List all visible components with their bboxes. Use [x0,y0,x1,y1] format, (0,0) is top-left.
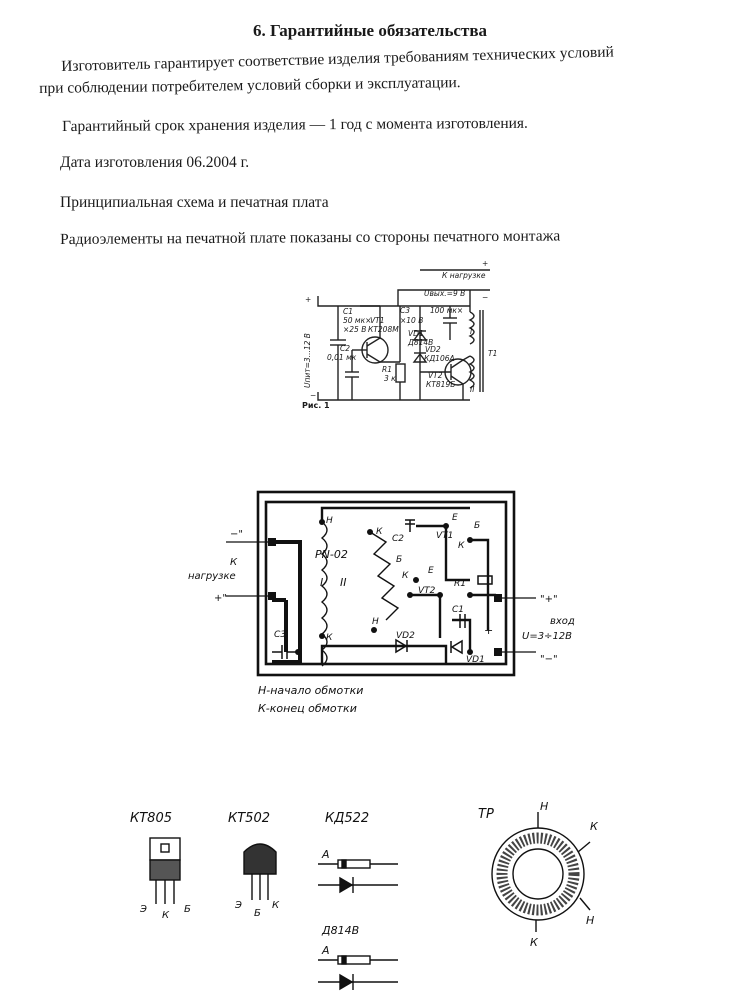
tr-n-top: Н [540,800,549,813]
c1-voltage: ×25 В [343,325,367,334]
board-vt2-label: VT2 [418,586,436,596]
c1-label: C1 [343,307,354,316]
r1-value: 3 к [384,374,396,383]
board-plus-right: "+" [540,594,558,605]
legend-start: Н-начало обмотки [258,684,364,697]
board-r1-label: R1 [454,579,466,589]
c1-value: 50 мк× [343,316,372,325]
tr-n-bottom: Н [586,914,595,927]
board-b-vt2: Б [396,555,403,565]
vd2-label: VD2 [425,345,441,354]
winding-1-label: I [470,327,473,336]
kt805-pin-b: Б [184,904,191,915]
schematic-minus-in: − [310,391,317,400]
board-c3-label: C3 [274,630,287,640]
board-winding-2: II [340,576,347,589]
kt502-pin-k: К [272,900,280,911]
board-n-bottom: Н [372,617,379,627]
board-vd2-label: VD2 [396,631,415,641]
vt2-label: VT2 [428,371,443,380]
legend-end: К-конец обмотки [258,702,357,715]
c2-value: 0,01 мк [327,353,357,362]
board-c2-label: C2 [392,534,405,544]
board-k-bottom: К [326,633,333,643]
paragraph-warranty-line1: Изготовитель гарантирует соответствие изделия требованиям технических условий [61,43,615,75]
schematic-out-voltage: Uвых.=9 В [424,289,466,298]
board-k-top: К [376,527,383,537]
tr-k-bottom: К [530,936,538,949]
board-e-vt1: Е [452,513,458,523]
schematic-input-voltage: Uпит=3...12 В [303,333,312,388]
board-input-label: вход [550,616,575,627]
schematic-plus-top: + [482,259,489,268]
vd2-type: КД106А [424,354,455,363]
kd522-name: КД522 [325,811,370,826]
board-b-vt1: Б [474,521,481,531]
schematic-load-label: К нагрузке [442,271,486,280]
board-vt1-label: VT1 [436,531,454,541]
c2-label: C2 [340,344,351,353]
board-c1-plus: + [484,624,494,637]
schematic-minus-top: − [482,293,489,302]
board-load-to: К [230,557,238,568]
tr-name: ТР [478,807,494,822]
board-k-vt1: К [458,541,465,551]
board-vd1-label: VD1 [466,655,485,665]
winding-2-label: II [470,385,475,394]
c3-value: 100 мк× [430,306,464,315]
vt2-type: КТ819Б [426,380,456,389]
board-e-vt2: Е [428,566,434,576]
kt805-pin-e: Э [140,904,147,915]
board-k-vt2: К [402,571,409,581]
section-heading: 6. Гарантийные обязательства [252,21,488,40]
c3-voltage: ×10 В [400,316,424,325]
board-load-label: нагрузке [188,571,236,582]
paragraph-storage-term: Гарантийный срок хранения изделия — 1 год с момента изготовления. [62,114,528,135]
d814v-anode: А [322,944,330,957]
t1-label: T1 [488,349,498,358]
kt805-pin-k: К [162,910,170,921]
board-n-top: Н [326,516,333,526]
kt805-name: КТ805 [130,811,172,826]
vd1-type: Д814В [408,338,434,347]
vd1-label: VD1 [408,329,424,338]
board-minus-right: "−" [540,654,558,665]
kt502-name: КТ502 [228,811,270,826]
board-transformer-label: PN-02 [315,548,348,561]
paragraph-manufacture-date: Дата изготовления 06.2004 г. [60,154,250,171]
d814v-name: Д814В [322,924,360,937]
kt502-pin-b: Б [254,908,261,919]
c3-label: C3 [400,306,411,315]
board-input-voltage: U=3÷12В [522,631,573,642]
kt502-pin-e: Э [235,900,242,911]
kd522-anode: А [322,848,330,861]
board-c1-label: C1 [452,605,465,615]
figure-label: Рис. 1 [302,401,330,410]
board-winding-1: I [320,576,324,589]
vt1-type: КТ208М [368,325,399,334]
vt1-label: VT1 [370,316,385,325]
schematic-plus-in: + [305,295,312,304]
r1-label: R1 [382,365,392,374]
paragraph-board-note: Радиоэлементы на печатной плате показаны со стороны печатного монтажа [60,227,561,248]
board-minus-left: −" [230,529,243,540]
tr-k-top: К [590,820,598,833]
board-plus-left: +" [214,593,227,604]
paragraph-warranty-line2: при соблюдении потребителем условий сборки и эксплуатации. [39,74,461,97]
paragraph-schematic-title: Принципиальная схема и печатная плата [60,194,329,211]
